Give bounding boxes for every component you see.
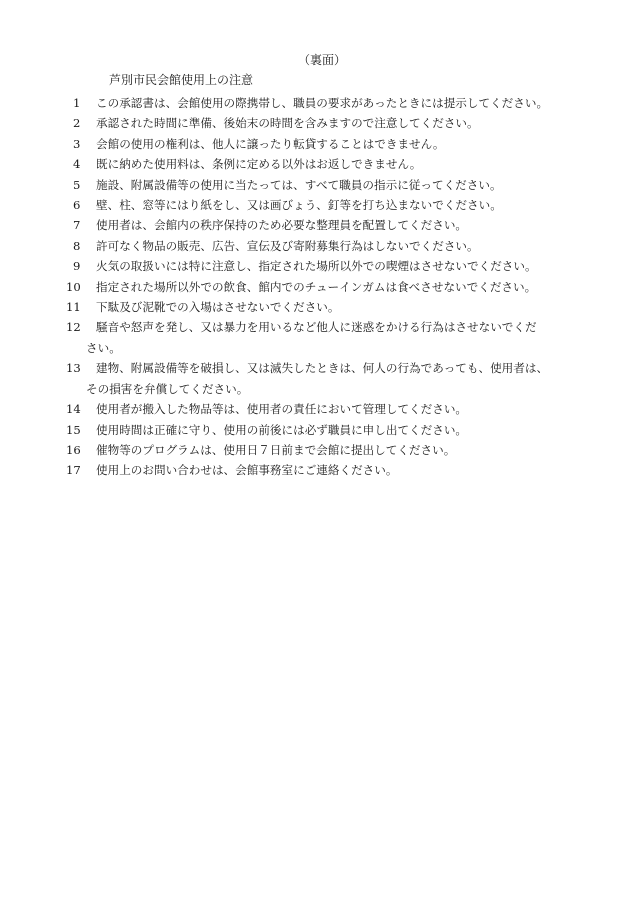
note-item bbox=[66, 215, 586, 235]
note-number: 15 bbox=[66, 422, 81, 437]
note-item bbox=[66, 195, 586, 215]
note-item bbox=[66, 93, 586, 113]
note-text: 指定された場所以外での飲食、館内でのチューインガムは食べさせないでください。 bbox=[96, 279, 537, 294]
note-item bbox=[66, 236, 586, 256]
note-number: 3 bbox=[73, 136, 81, 151]
note-text: 使用者が搬入した物品等は、使用者の責任において管理してください。 bbox=[96, 402, 468, 417]
note-number: 5 bbox=[73, 177, 81, 192]
note-item bbox=[66, 317, 586, 358]
note-text: この承認書は、会館使用の際携帯し、職員の要求があったときには提示してください。 bbox=[96, 96, 549, 110]
side-label: （裏面） bbox=[298, 53, 347, 67]
note-number: 9 bbox=[73, 259, 81, 274]
note-item bbox=[66, 256, 586, 276]
note-text: 火気の取扱いには特に注意し、指定された場所以外での喫煙はさせないでください。 bbox=[96, 259, 537, 274]
notes-list bbox=[66, 93, 586, 481]
note-text: 承認された時間に準備、後始末の時間を含みますので注意してください。 bbox=[96, 116, 479, 131]
note-number: 7 bbox=[73, 218, 81, 233]
note-text: 催物等のプログラムは、使用日７日前まで会館に提出してください。 bbox=[96, 442, 456, 457]
note-text: 既に納めた使用料は、条例に定める以外はお返しできません。 bbox=[96, 157, 422, 172]
note-number: 12 bbox=[66, 320, 81, 335]
note-number: 1 bbox=[73, 96, 81, 110]
note-item bbox=[66, 175, 586, 195]
note-text: 建物、附属設備等を破損し、又は滅失したときは、何人の行為であっても、使用者は、 bbox=[96, 361, 549, 376]
note-text: 騒音や怒声を発し、又は暴力を用いるなど他人に迷惑をかける行為はさせないでくだ bbox=[96, 320, 537, 335]
note-number: 13 bbox=[66, 361, 81, 376]
note-item bbox=[66, 113, 586, 133]
note-number: 6 bbox=[73, 198, 81, 213]
note-number: 4 bbox=[73, 157, 81, 172]
note-text: 下駄及び泥靴での入場はさせないでください。 bbox=[96, 300, 340, 315]
note-item bbox=[66, 440, 586, 460]
note-text: 使用時間は正確に守り、使用の前後には必ず職員に申し出てください。 bbox=[96, 422, 468, 437]
note-item bbox=[66, 277, 586, 297]
note-text: 許可なく物品の販売、広告、宣伝及び寄附募集行為はしないでください。 bbox=[96, 238, 479, 253]
note-number: 8 bbox=[73, 238, 81, 253]
note-number: 17 bbox=[66, 463, 81, 478]
note-text: 会館の使用の権利は、他人に譲ったり転貸することはできません。 bbox=[96, 136, 445, 151]
note-text: 施設、附属設備等の使用に当たっては、すべて職員の指示に従ってください。 bbox=[96, 177, 502, 192]
note-item bbox=[66, 154, 586, 174]
note-item bbox=[66, 460, 586, 480]
note-number: 11 bbox=[66, 300, 81, 315]
note-number: 2 bbox=[73, 116, 81, 131]
note-number: 16 bbox=[66, 442, 81, 457]
note-text-continuation: さい。 bbox=[86, 340, 121, 355]
note-text: 使用者は、会館内の秩序保持のため必要な整理員を配置してください。 bbox=[96, 218, 468, 233]
note-item bbox=[66, 420, 586, 440]
note-number: 10 bbox=[66, 279, 81, 294]
note-text: 壁、柱、窓等にはり紙をし、又は画びょう、釘等を打ち込まないでください。 bbox=[96, 198, 502, 213]
note-item bbox=[66, 297, 586, 317]
note-number: 14 bbox=[66, 402, 81, 417]
note-text: 使用上のお問い合わせは、会館事務室にご連絡ください。 bbox=[96, 463, 398, 478]
note-item bbox=[66, 399, 586, 419]
document-title: 芦別市民会館使用上の注意 bbox=[109, 73, 254, 87]
note-text-continuation: その損害を弁償してください。 bbox=[86, 381, 249, 396]
note-item bbox=[66, 134, 586, 154]
note-item bbox=[66, 358, 586, 399]
